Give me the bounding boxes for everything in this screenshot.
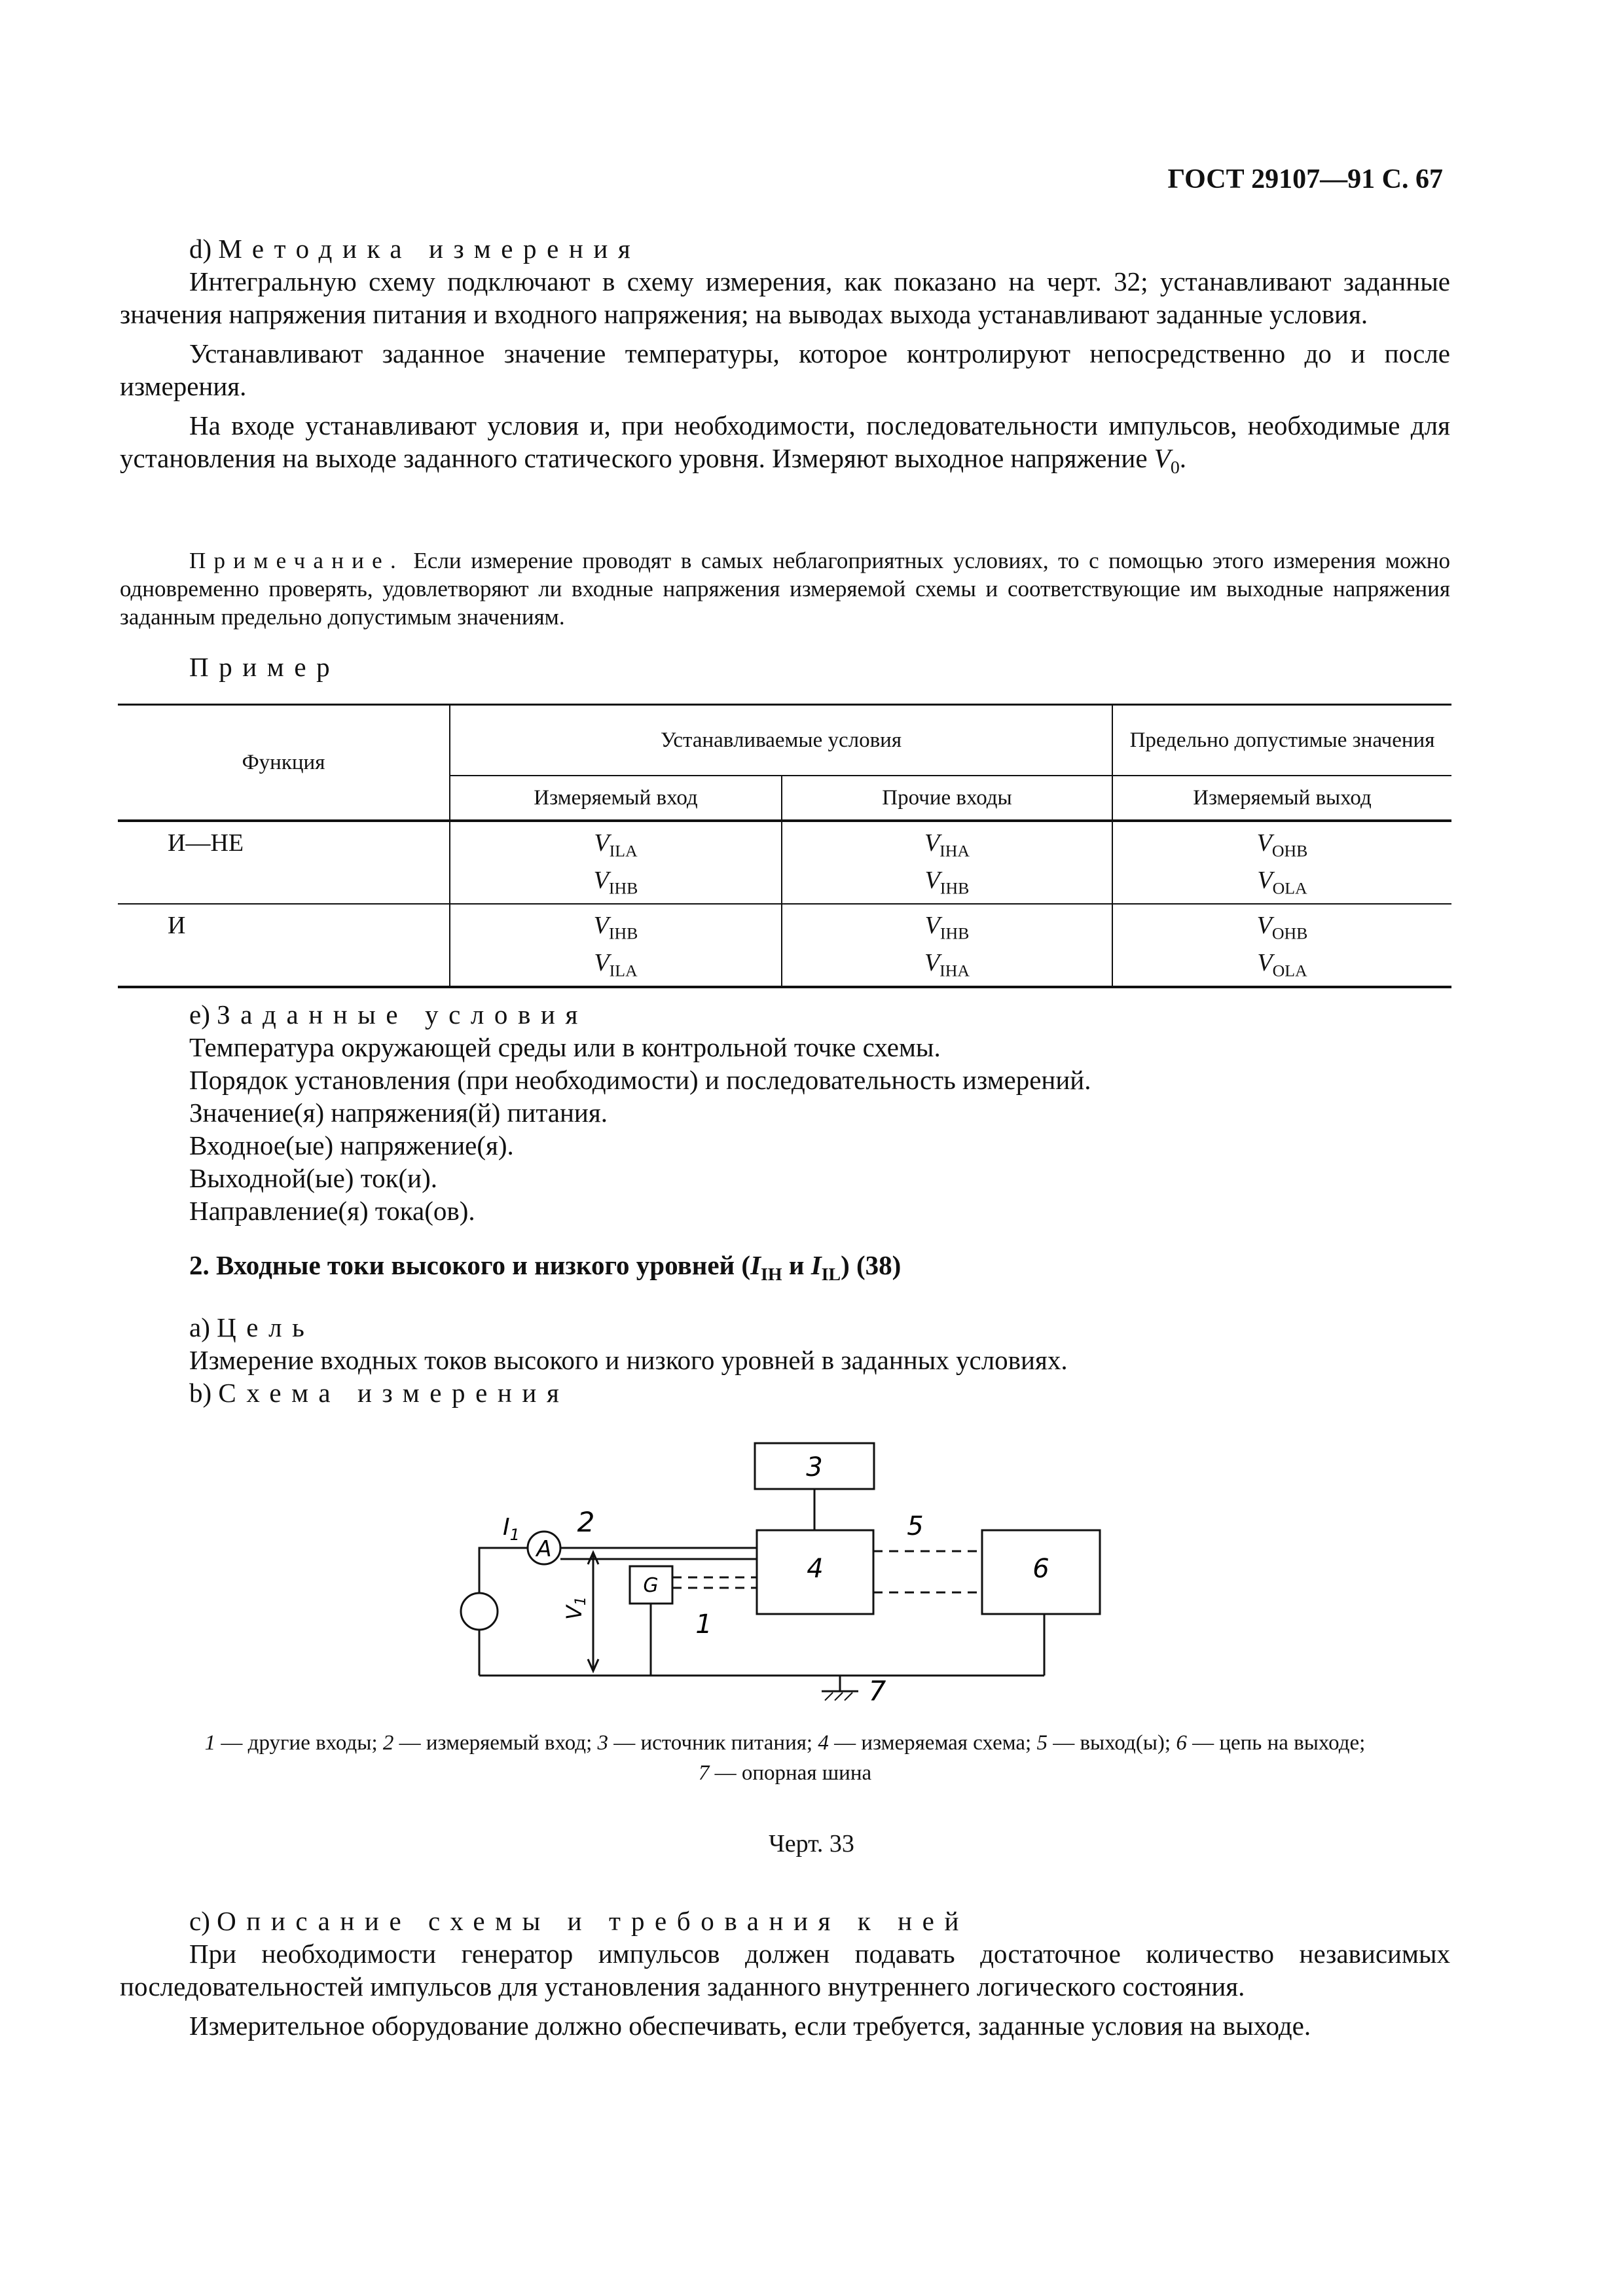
row-measured-input: $V_{ILA}$ $V_{IHB}$ [450,821,782,904]
label-6: 6 [1032,1554,1049,1584]
section-e-label: e) [189,999,210,1030]
section-c-heading [120,1905,1450,1937]
figure-label: Черт. 33 [769,1830,854,1857]
section-e-title: Заданные условия [217,999,588,1030]
table-header-limits: Предельно допустимые значения [1112,705,1451,776]
current-label: $I_1$ [503,1514,520,1544]
example-label: Пример [189,652,340,682]
row-function: И—НЕ [118,821,450,904]
example-table [118,704,1451,988]
list-item: Направление(я) тока(ов). [189,1196,475,1226]
page-header: ГОСТ 29107—91 С. 67 [1167,164,1443,194]
section-a [120,1311,1450,1409]
section-d-paragraph-3: На входе устанавливают условия и, при необходимости, последовательности импульсов, необходимые для установления на выходе заданного статического уровня. Измеряют выходное напряжение $V_0$. [120,410,1450,478]
row-measured-output: $V_{OHB}$ $V_{OLA}$ [1112,904,1451,987]
section-a-title: Цель [217,1312,315,1342]
caption-item: 2 — измеряемый вход; [382,1731,598,1755]
caption-item: 4 — измеряемая схема; [818,1731,1037,1755]
section-d-paragraph-3-text: На входе устанавливают условия и, при необходимости, последовательности импульсов, необходимые для установления на выходе заданного статического уровня. Измеряют выходное напряжение [120,410,1450,473]
section-c-paragraph-2: Измерительное оборудование должно обеспечивать, если требуется, заданные условия на выходе. [189,2011,1311,2041]
label-2: 2 [577,1506,595,1538]
label-1: 1 [695,1609,712,1640]
section-d-paragraph-1: Интегральную схему подключают в схему измерения, как показано на черт. 32; устанавливают заданные значения напряжения питания и входного напряжения; на выводах выхода устанавливают заданные условия. [120,266,1450,329]
section-e-heading [120,998,1450,1031]
table-header-conditions: Устанавливаемые условия [450,705,1112,776]
label-3: 3 [806,1452,823,1482]
table-header-measured-output: Измеряемый выход [1112,776,1451,821]
section-a-label: a) [189,1312,210,1342]
label-7: 7 [868,1675,886,1707]
note [120,547,1450,631]
section-d-paragraph-2: Устанавливают заданное значение температуры, которое контролируют непосредственно до и после измерения. [120,338,1450,401]
ammeter-label: A [536,1536,552,1562]
note-label: Примечание. [189,548,404,573]
section-a-heading [120,1311,1450,1344]
row-measured-input: $V_{IHB}$ $V_{ILA}$ [450,904,782,987]
list-item: Входное(ые) напряжение(я). [189,1130,514,1160]
generator-label: G [643,1574,659,1597]
caption-item: 7 — опорная шина [698,1761,872,1785]
section-2-heading: 2. Входные токи высокого и низкого уровней ($I_{IH}$ и $I_{IL}$) (38) [189,1250,902,1285]
section-c-title: Описание схемы и требования к ней [217,1906,969,1936]
section-c-label: c) [189,1906,210,1936]
table-row [118,904,1451,987]
section-d-title: Методика измерения [218,234,641,264]
section-d [120,232,1450,484]
list-item: Температура окружающей среды или в контрольной точке схемы. [189,1032,941,1062]
section-b-label: b) [189,1378,212,1408]
output-voltage-symbol: $V_0$ [1154,443,1180,478]
section-c [120,1905,1450,2042]
voltage-source-icon [461,1593,498,1630]
table-header-measured-input: Измеряемый вход [450,776,782,821]
caption-item: 3 — источник питания; [597,1731,818,1755]
list-item: Порядок установления (при необходимости) и последовательность измерений. [189,1065,1091,1095]
list-item: Выходной(ые) ток(и). [189,1163,437,1193]
section-a-text: Измерение входных токов высокого и низкого уровней в заданных условиях. [189,1345,1068,1375]
label-4: 4 [807,1554,824,1584]
row-function: И [118,904,450,987]
section-b-heading [120,1376,1450,1409]
note-text: Если измерение проводят в самых неблагоприятных условиях, то с помощью этого измерения можно одновременно проверять, удовлетворяют ли входные напряжения измеряемой схемы и соответствующие им выходные напряжения заданным предельно допустимым значениям. [120,548,1451,630]
voltage-label: V1 [562,1596,589,1620]
caption-item: 6 — цепь на выходе; [1176,1731,1366,1755]
row-measured-output: $V_{OHB}$ $V_{OLA}$ [1112,821,1451,904]
label-5: 5 [907,1511,924,1541]
section-c-paragraph-1: При необходимости генератор импульсов должен подавать достаточное количество независимых последовательностей импульсов для установления заданного внутреннего логического состояния. [120,1939,1450,2001]
list-item: Значение(я) напряжения(й) питания. [189,1098,608,1128]
caption-item: 1 — другие входы; [204,1731,383,1755]
figure-caption [120,1728,1450,1788]
table-row [118,821,1451,904]
row-other-inputs: $V_{IHA}$ $V_{IHB}$ [782,821,1112,904]
table-header-other-inputs: Прочие входы [782,776,1112,821]
circuit-diagram [0,1407,1623,1721]
section-d-heading [120,232,1450,265]
section-d-label: d) [189,234,212,264]
table-header-function: Функция [118,705,450,821]
caption-item: 5 — выход(ы); [1036,1731,1176,1755]
section-e [120,998,1450,1227]
section-b-title: Схема измерения [218,1378,570,1408]
row-other-inputs: $V_{IHB}$ $V_{IHA}$ [782,904,1112,987]
